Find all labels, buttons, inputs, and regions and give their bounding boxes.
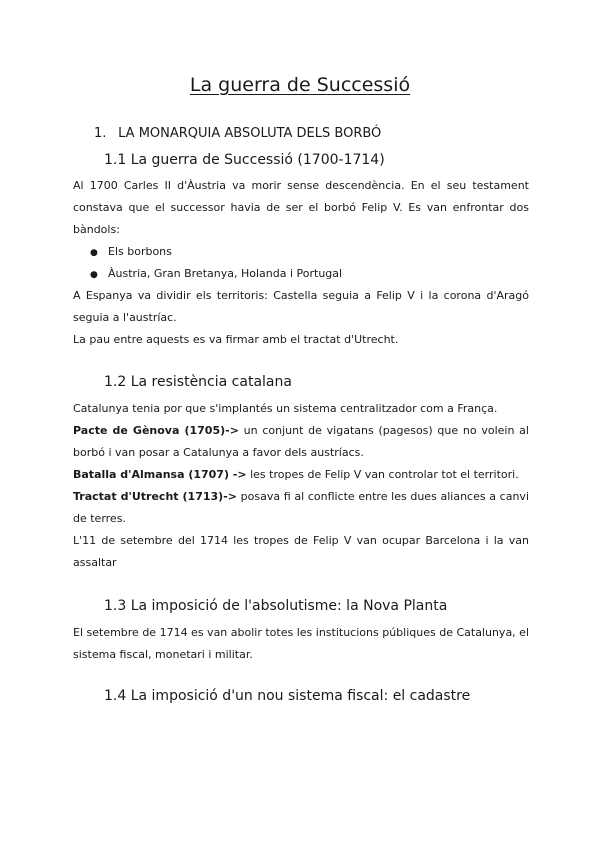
list-item [90, 241, 172, 264]
pacte-genova-label: Pacte de Gènova (1705)-> [73, 424, 239, 437]
batalla-almansa-label: Batalla d'Almansa (1707) -> [73, 468, 247, 481]
bullet-icon: ● [90, 248, 98, 258]
section-1-2-paragraph-2: L'11 de setembre del 1714 les tropes de Felip V van ocupar Barcelona i la van assaltar [73, 534, 529, 569]
section-1-1-paragraph-2: A Espanya va dividir els territoris: Castella seguia a Felip V i la corona d'Aragó seguia a l'austríac. [73, 289, 529, 324]
section-1-1-paragraph-3: La pau entre aquests es va firmar amb el tractat d'Utrecht. [73, 333, 399, 346]
section-1-2-heading: 1.2 La resistència catalana [104, 374, 292, 390]
section-1-3-paragraph-1: El setembre de 1714 es van abolir totes les institucions públiques de Catalunya, el sistema fiscal, monetari i militar. [73, 626, 529, 661]
document-title: La guerra de Successió [189, 74, 411, 96]
section-1-1-heading: 1.1 La guerra de Successió (1700-1714) [104, 152, 385, 168]
section-1-title: LA MONARQUIA ABSOLUTA DELS BORBÓ [118, 126, 382, 141]
pacte-genova-text: un conjunt de vigatans (pagesos) que no volein al borbó i van posar a Catalunya a favor dels austríacs. [73, 424, 529, 459]
bullet-icon: ● [90, 270, 98, 280]
section-1-3-heading: 1.3 La imposició de l'absolutisme: la Nova Planta [104, 598, 448, 614]
section-1-number: 1. [94, 126, 107, 141]
batalla-almansa-item [73, 464, 529, 486]
tractat-utrecht-item [73, 486, 529, 530]
section-1-1-paragraph-1: Al 1700 Carles II d'Àustria va morir sense descendència. En el seu testament constava que el successor havia de ser el borbó Felip V. Es van enfrontar dos bàndols: [73, 179, 529, 236]
list-item [90, 263, 342, 286]
section-1-4-heading: 1.4 La imposició d'un nou sistema fiscal: el cadastre [104, 688, 471, 704]
list-item-text: Els borbons [108, 245, 172, 258]
tractat-utrecht-text: posava fi al conflicte entre les dues aliances a canvi de terres. [73, 490, 529, 525]
tractat-utrecht-label: Tractat d'Utrecht (1713)-> [73, 490, 237, 503]
section-1-2-paragraph-1: Catalunya tenia por que s'implantés un sistema centralitzador com a França. [73, 402, 498, 415]
pacte-genova-item [73, 420, 529, 464]
batalla-almansa-text: les tropes de Felip V van controlar tot el territori. [246, 468, 519, 481]
list-item-text: Àustria, Gran Bretanya, Holanda i Portugal [108, 267, 343, 280]
section-1-heading [94, 126, 381, 141]
